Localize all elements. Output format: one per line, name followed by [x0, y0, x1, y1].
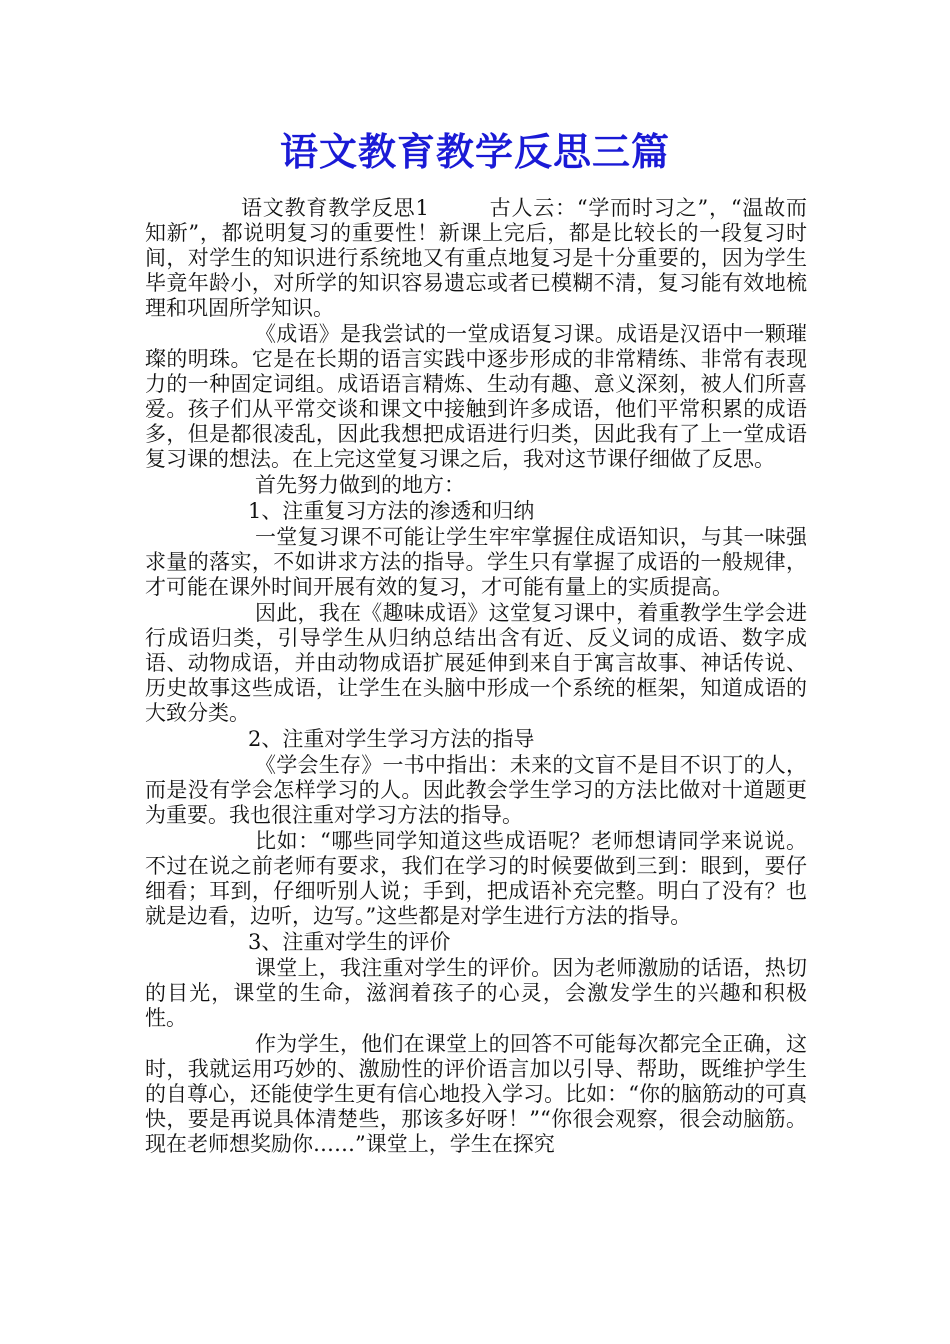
paragraph-2: 首先努力做到的地方： — [255, 473, 465, 497]
document-body — [145, 196, 807, 1158]
section-heading-2: 2、注重对学生学习方法的指导 — [248, 727, 535, 751]
paragraph-5: 《学会生存》一书中指出：未来的文盲不是目不识丁的人，而是没有学会怎样学习的人。因此教会学生学习的方法比做对十道题更为重要。我也很注重对学习方法的指导。 — [145, 753, 807, 827]
section-heading-3: 3、注重对学生的评价 — [248, 930, 451, 954]
paragraph-3: 一堂复习课不可能让学生牢牢掌握住成语知识，与其一味强求量的落实，不如讲求方法的指导。学生只有掌握了成语的一般规律，才可能在课外时间开展有效的复习，才可能有量上的实质提高。 — [145, 525, 807, 599]
paragraph-8: 作为学生，他们在课堂上的回答不可能每次都完全正确，这时，我就运用巧妙的、激励性的评价语言加以引导、帮助，既维护学生的自尊心，还能使学生更有信心地投入学习。比如：“你的脑筋动的可真快，要是再说具体清楚些，那该多好呀！”“你很会观察，很会动脑筋。现在老师想奖励你……”课堂上，学生在探究 — [145, 1032, 807, 1156]
paragraph-1: 《成语》是我尝试的一堂成语复习课。成语是汉语中一颗璀璨的明珠。它是在长期的语言实践中逐步形成的非常精练、非常有表现力的一种固定词组。成语语言精炼、生动有趣、意义深刻，被人们所喜爱。孩子们从平常交谈和课文中接触到许多成语，他们平常积累的成语多，但是都很凌乱，因此我想把成语进行归类，因此我有了上一堂成语复习课的想法。在上完这堂复习课之后，我对这节课仔细做了反思。 — [145, 322, 807, 471]
paragraph-4: 因此，我在《趣味成语》这堂复习课中，着重教学生学会进行成语归类，引导学生从归纳总结出含有近、反义词的成语、数字成语、动物成语，并由动物成语扩展延伸到来自于寓言故事、神话传说、历史故事这些成语，让学生在头脑中形成一个系统的框架，知道成语的大致分类。 — [145, 601, 807, 725]
intro-label: 语文教育教学反思1 — [241, 196, 429, 220]
document-title: 语文教育教学反思三篇 — [279, 129, 670, 174]
paragraph-6: 比如：“哪些同学知道这些成语呢？老师想请同学来说说。不过在说之前老师有要求，我们在学习的时候要做到三到：眼到，要仔细看；耳到，仔细听别人说；手到，把成语补充完整。明白了没有？也就是边看，边听，边写。”这些都是对学生进行方法的指导。 — [145, 829, 807, 928]
section-heading-1: 1、注重复习方法的渗透和归纳 — [248, 499, 535, 523]
intro-paragraph — [145, 196, 807, 321]
paragraph-7: 课堂上，我注重对学生的评价。因为老师激励的话语，热切的目光，课堂的生命，滋润着孩子的心灵，会激发学生的兴趣和积极性。 — [145, 956, 807, 1030]
intro-text: 古人云：“学而时习之”，“温故而知新”，都说明复习的重要性！新课上完后，都是比较长的一段复习时间，对学生的知识进行系统地又有重点地复习是十分重要的，因为学生毕竟年龄小，对所学的知识容易遗忘或者已模糊不清，复习能有效地梳理和巩固所学知识。 — [145, 196, 807, 320]
